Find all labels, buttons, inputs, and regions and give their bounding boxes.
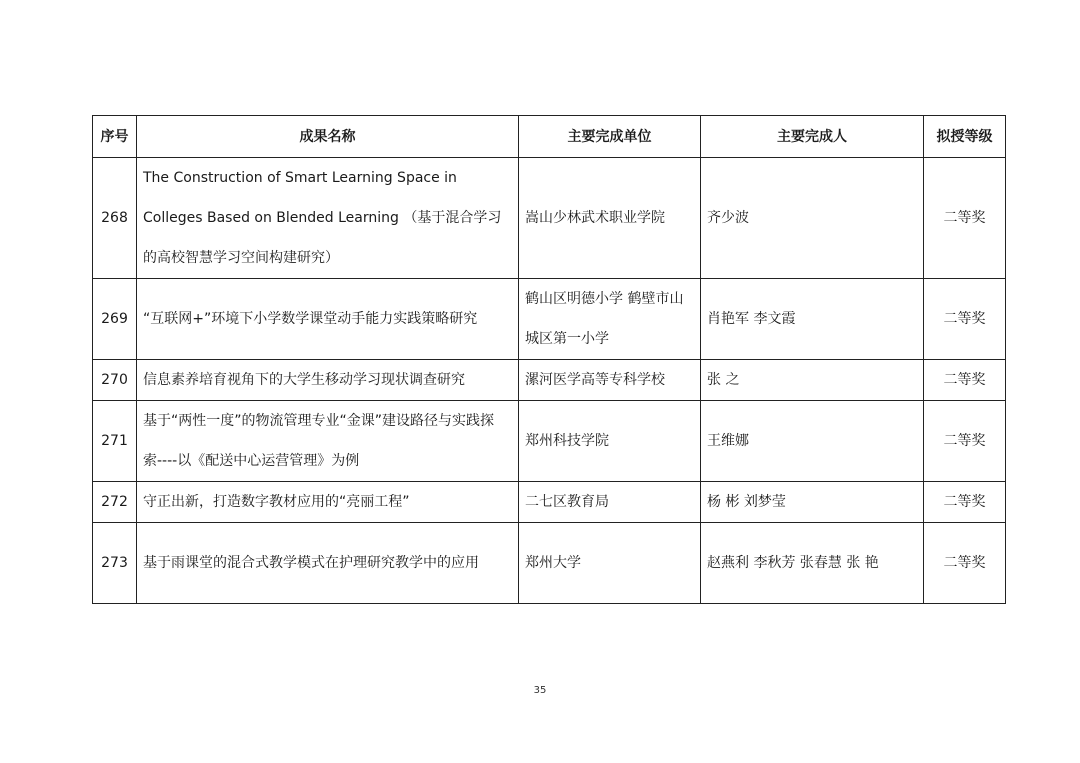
table-row (93, 158, 1006, 279)
row-name-text: 基于“两性一度”的物流管理专业“金课”建设路径与实践探索----以《配送中心运营管理》为例 (143, 413, 495, 469)
table-header-row (93, 116, 1006, 158)
header-no: 序号 (93, 116, 137, 158)
table-row (93, 523, 1006, 604)
row-name (137, 401, 519, 482)
awards-table (92, 115, 1006, 604)
row-name: 信息素养培育视角下的大学生移动学习现状调查研究 (137, 360, 519, 401)
row-award: 二等奖 (924, 360, 1006, 401)
row-award: 二等奖 (924, 401, 1006, 482)
row-name-text: 基于雨课堂的混合式教学模式在护理研究教学中的应用 (143, 555, 479, 571)
row-unit: 嵩山少林武术职业学院 (519, 158, 701, 279)
row-unit: 漯河医学高等专科学校 (519, 360, 701, 401)
row-name: 守正出新，打造数字教材应用的“亮丽工程” (137, 482, 519, 523)
row-award: 二等奖 (924, 482, 1006, 523)
row-award: 二等奖 (924, 279, 1006, 360)
row-no: 271 (93, 401, 137, 482)
row-person: 杨 彬 刘梦莹 (701, 482, 924, 523)
row-unit-text: 鹤山区明德小学 鹤壁市山城区第一小学 (525, 291, 684, 347)
row-no: 272 (93, 482, 137, 523)
row-unit: 郑州科技学院 (519, 401, 701, 482)
row-person: 肖艳军 李文霞 (701, 279, 924, 360)
table-row (93, 482, 1006, 523)
row-unit (519, 279, 701, 360)
row-no: 269 (93, 279, 137, 360)
row-no: 268 (93, 158, 137, 279)
header-award: 拟授等级 (924, 116, 1006, 158)
row-name (137, 523, 519, 604)
page-number: 35 (533, 685, 547, 696)
row-person: 王维娜 (701, 401, 924, 482)
row-name (137, 158, 519, 279)
row-no: 273 (93, 523, 137, 604)
header-name: 成果名称 (137, 116, 519, 158)
row-name: “互联网+”环境下小学数学课堂动手能力实践策略研究 (137, 279, 519, 360)
row-unit: 郑州大学 (519, 523, 701, 604)
row-unit: 二七区教育局 (519, 482, 701, 523)
row-no: 270 (93, 360, 137, 401)
header-unit: 主要完成单位 (519, 116, 701, 158)
table-row (93, 360, 1006, 401)
row-name-text: The Construction of Smart Learning Space in Colleges Based on Blended Learning （基于混合学习的高校智慧学习空间构建研究） (143, 170, 502, 266)
row-person: 齐少波 (701, 158, 924, 279)
row-award: 二等奖 (924, 158, 1006, 279)
row-person: 赵燕利 李秋芳 张春慧 张 艳 (701, 523, 924, 604)
header-person: 主要完成人 (701, 116, 924, 158)
row-person: 张 之 (701, 360, 924, 401)
row-award: 二等奖 (924, 523, 1006, 604)
table-row (93, 401, 1006, 482)
table-row (93, 279, 1006, 360)
